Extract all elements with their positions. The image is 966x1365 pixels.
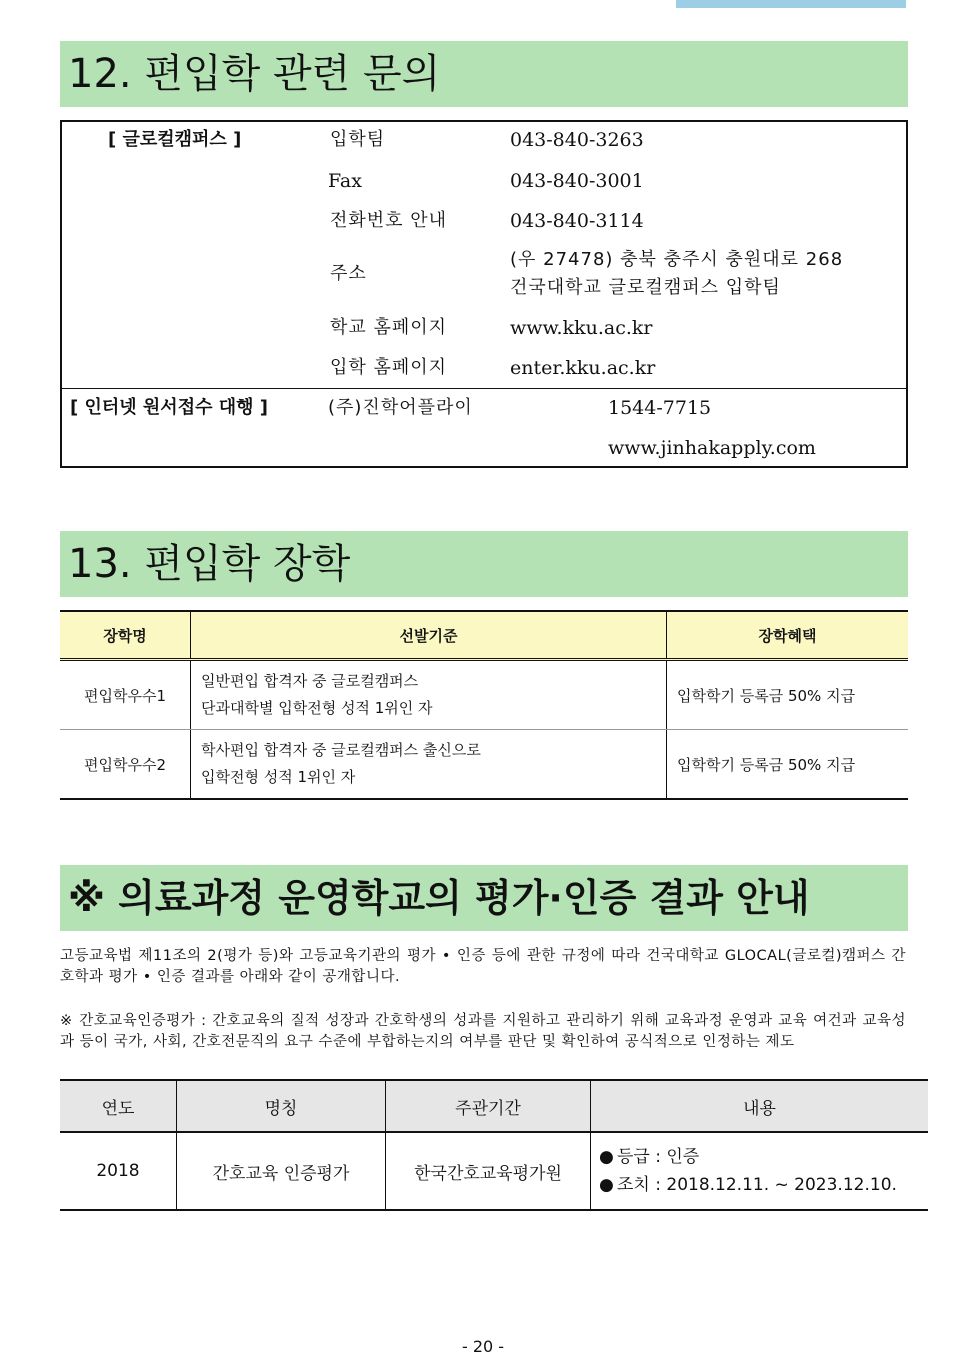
- header-criteria: 선발기준: [191, 611, 667, 660]
- section-12-title: 12. 편입학 관련 문의: [60, 41, 908, 107]
- scholarship-table: [60, 610, 908, 800]
- table-header-row: [60, 611, 908, 660]
- campus-label: [ 글로컬캠퍼스 ]: [108, 129, 242, 150]
- contact-value-phone-info: 043-840-3114: [510, 210, 644, 232]
- criteria-line: 입학전형 성적 1위인 자: [201, 768, 356, 786]
- scholarship-name: 편입학우수1: [60, 660, 191, 730]
- eval-agency: 한국간호교육평가원: [386, 1132, 591, 1210]
- eval-year: 2018: [60, 1132, 177, 1210]
- evaluation-section-title: ※ 의료과정 운영학교의 평가·인증 결과 안내: [60, 865, 908, 931]
- contact-label-fax: Fax: [328, 170, 362, 192]
- table-row: [60, 730, 908, 800]
- contact-label-admission-homepage: 입학 홈페이지: [330, 357, 448, 378]
- page-number: - 20 -: [461, 1337, 505, 1356]
- evaluation-table: [60, 1079, 928, 1211]
- header-year: 연도: [60, 1080, 177, 1132]
- criteria-line: 일반편입 합격자 중 글로컬캠퍼스: [201, 672, 419, 690]
- bullet-icon: ●: [599, 1147, 614, 1167]
- contact-value-fax: 043-840-3001: [510, 170, 644, 192]
- scholarship-benefit: 입학학기 등록금 50% 지급: [667, 730, 909, 800]
- contact-label-address: 주소: [330, 263, 367, 284]
- agency-phone: 1544-7715: [608, 397, 712, 419]
- eval-period: 조치 : 2018.12.11. ~ 2023.12.10.: [617, 1175, 897, 1195]
- contact-value-homepage[interactable]: www.kku.ac.kr: [510, 317, 653, 339]
- contact-label-homepage: 학교 홈페이지: [330, 317, 448, 338]
- eval-content: [591, 1132, 929, 1210]
- agency-url[interactable]: www.jinhakapply.com: [608, 437, 816, 459]
- list-item: [599, 1143, 927, 1171]
- contact-box: [60, 120, 908, 468]
- section-13-title: 13. 편입학 장학: [60, 531, 908, 597]
- bullet-icon: ●: [599, 1175, 614, 1195]
- header-benefit: 장학혜택: [667, 611, 909, 660]
- criteria-line: 학사편입 합격자 중 글로컬캠퍼스 출신으로: [201, 741, 481, 759]
- header-scholarship-name: 장학명: [60, 611, 191, 660]
- table-row: [60, 1132, 928, 1210]
- contact-label-admission: 입학팀: [330, 129, 386, 150]
- header-content: 내용: [591, 1080, 929, 1132]
- scholarship-criteria: [191, 660, 667, 730]
- evaluation-note: ※ 간호교육인증평가 : 간호교육의 질적 성장과 간호학생의 성과를 지원하고 관리하기 위해 교육과정 운영과 교육 여건과 교육성과 등이 국가, 사회, 간호전문직의 요구 수준에 부합하는지의 여부를 판단 및 확인하여 공식적으로 인정하는 제도: [60, 1013, 906, 1050]
- header-agency: 주관기간: [386, 1080, 591, 1132]
- eval-name: 간호교육 인증평가: [177, 1132, 386, 1210]
- contact-value-address-line2: 건국대학교 글로컬캠퍼스 입학팀: [510, 277, 781, 298]
- contact-value-address-line1: (우 27478) 충북 충주시 충원대로 268: [510, 249, 844, 270]
- agency-label: [ 인터넷 원서접수 대행 ]: [70, 397, 269, 418]
- contact-label-phone-info: 전화번호 안내: [330, 210, 448, 231]
- top-header-banner: [676, 0, 906, 8]
- contact-value-admission: 043-840-3263: [510, 129, 644, 151]
- contact-value-admission-homepage[interactable]: enter.kku.ac.kr: [510, 357, 656, 379]
- scholarship-name: 편입학우수2: [60, 730, 191, 800]
- agency-name: (주)진학어플라이: [328, 397, 473, 418]
- header-name: 명칭: [177, 1080, 386, 1132]
- table-header-row: [60, 1080, 928, 1132]
- scholarship-criteria: [191, 730, 667, 800]
- evaluation-intro: 고등교육법 제11조의 2(평가 등)와 고등교육기관의 평가 • 인증 등에 관한 규정에 따라 건국대학교 GLOCAL(글로컬)캠퍼스 간호학과 평가 • 인증 결과를 아래와 같이 공개합니다.: [60, 948, 906, 985]
- eval-grade: 등급 : 인증: [617, 1147, 700, 1167]
- contact-divider: [62, 388, 906, 389]
- list-item: [599, 1171, 927, 1199]
- table-row: [60, 660, 908, 730]
- criteria-line: 단과대학별 입학전형 성적 1위인 자: [201, 699, 433, 717]
- scholarship-benefit: 입학학기 등록금 50% 지급: [667, 660, 909, 730]
